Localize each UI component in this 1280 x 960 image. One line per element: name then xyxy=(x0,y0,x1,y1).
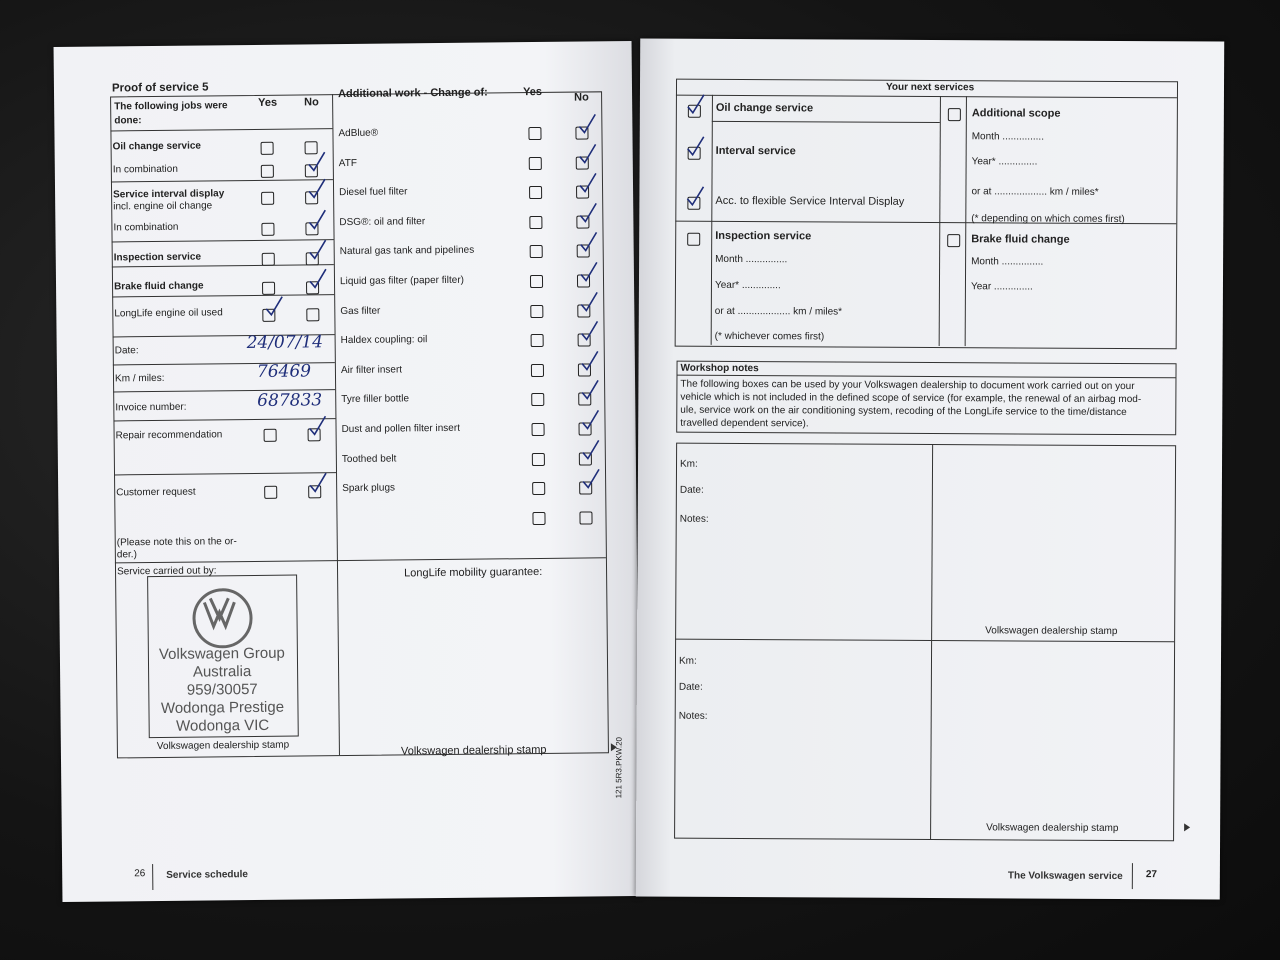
oil-change-tick-icon xyxy=(686,93,706,117)
date-label-2: Date: xyxy=(678,681,703,693)
brake-month: Month ............... xyxy=(971,256,1044,268)
scope-or-at: or at ................... km / miles* xyxy=(971,186,1099,198)
insp-whichever: (* whichever comes first) xyxy=(714,330,825,343)
footer-right: The Volkswagen service xyxy=(1007,870,1123,883)
interval-label: Interval service xyxy=(715,144,796,158)
side-code: 121 5R3.PKW.20 xyxy=(614,736,624,799)
km-label-1: Km: xyxy=(679,458,698,470)
scope-year: Year* .............. xyxy=(971,156,1038,168)
job-no-tick-icon xyxy=(308,238,328,262)
job-yes-checkbox[interactable] xyxy=(261,142,274,155)
date-value: 24/07/14 xyxy=(246,332,324,354)
workshop-text-3: ule, service work on the air conditioning system, recoding of the LongLife service to the time/distance xyxy=(680,404,1127,419)
longlife-guarantee: LongLife mobility guarantee: xyxy=(404,565,543,580)
additional-yes-checkbox[interactable] xyxy=(530,275,543,288)
additional-row-label: Liquid gas filter (paper filter) xyxy=(339,274,465,288)
job-row-label: LongLife engine oil used xyxy=(114,307,223,320)
note-line-2: der.) xyxy=(116,549,137,561)
carried-out-label: Service carried out by: xyxy=(116,565,217,578)
date-label-1: Date: xyxy=(679,484,704,496)
inspection-label: Inspection service xyxy=(715,229,812,243)
job-yes-checkbox[interactable] xyxy=(261,165,274,178)
interval-tick-icon xyxy=(686,135,706,159)
vw-logo-icon xyxy=(192,588,253,649)
km-label: Km / miles: xyxy=(114,372,165,385)
additional-row-label: Toothed belt xyxy=(341,453,397,465)
additional-row-label: DSG®: oil and filter xyxy=(339,215,426,228)
stamp-line-3: 959/30057 xyxy=(186,680,258,699)
dealer-stamp-2: Volkswagen dealership stamp xyxy=(986,822,1119,834)
additional-yes-checkbox[interactable] xyxy=(531,393,544,406)
right-page xyxy=(614,38,1224,899)
additional-yes-checkbox[interactable] xyxy=(532,453,545,466)
additional-row-label: Diesel fuel filter xyxy=(339,186,408,199)
yes-header: Yes xyxy=(258,96,278,109)
repair-label: Repair recommendation xyxy=(115,429,223,442)
scope-month: Month ............... xyxy=(971,131,1045,143)
additional-yes-checkbox[interactable] xyxy=(530,245,543,258)
job-yes-checkbox[interactable] xyxy=(262,282,275,295)
invoice-label: Invoice number: xyxy=(115,401,187,414)
insp-month: Month ............... xyxy=(715,253,788,266)
job-no-tick-icon xyxy=(307,208,327,232)
job-row-label: Service interval display xyxy=(113,188,225,201)
additional-row-label: Dust and pollen filter insert xyxy=(341,422,461,436)
km-value: 76469 xyxy=(256,361,312,382)
job-row-label: Inspection service xyxy=(113,251,202,264)
additional-no-tick-icon xyxy=(578,142,598,166)
jobs-header-1: The following jobs were xyxy=(114,100,228,113)
additional-header: Additional work - Change of: xyxy=(337,86,488,101)
additional-no-tick-icon xyxy=(578,201,598,225)
jobs-header-2: done: xyxy=(114,115,142,127)
flexible-tick-icon xyxy=(685,185,705,209)
additional-scope-label: Additional scope xyxy=(971,107,1061,120)
job-no-tick-icon xyxy=(307,177,327,201)
workshop-text-1: The following boxes can be used by your Volkswagen dealership to document work carried out on your xyxy=(680,378,1135,393)
job-no-tick-icon xyxy=(308,267,328,291)
next-arrow-icon-2 xyxy=(1184,823,1190,831)
stamp-line-2: Australia xyxy=(192,663,252,681)
additional-no-tick-icon xyxy=(580,379,600,403)
additional-yes-checkbox[interactable] xyxy=(529,216,542,229)
additional-yes-checkbox[interactable] xyxy=(531,364,544,377)
customer-yes-checkbox[interactable] xyxy=(264,486,277,499)
stamp-line-5: Wodonga VIC xyxy=(176,716,270,735)
notes-label-1: Notes: xyxy=(679,513,709,525)
workshop-header: Workshop notes xyxy=(680,362,759,375)
additional-yes-checkbox[interactable] xyxy=(532,512,545,525)
brake-checkbox[interactable] xyxy=(947,234,960,247)
note-line-1: (Please note this on the or- xyxy=(116,536,237,549)
additional-no-tick-icon xyxy=(579,290,599,314)
additional-no-tick-icon xyxy=(581,468,601,492)
job-row-sub: incl. engine oil change xyxy=(113,200,213,213)
additional-no-tick-icon xyxy=(579,320,599,344)
additional-no-tick-icon xyxy=(580,408,600,432)
job-no-checkbox[interactable] xyxy=(306,308,319,321)
no-header: No xyxy=(304,96,319,109)
additional-no-tick-icon xyxy=(578,231,598,255)
job-row-label: In combination xyxy=(113,221,179,234)
additional-row-label: AdBlue® xyxy=(338,127,379,140)
additional-row-label: Air filter insert xyxy=(340,364,403,376)
stamp-line-4: Wodonga Prestige xyxy=(160,698,285,717)
page-number-right: 27 xyxy=(1145,869,1158,881)
km-label-2: Km: xyxy=(678,655,697,667)
left-page xyxy=(54,41,641,902)
scope-depending: (* depending on which comes first) xyxy=(971,213,1125,226)
additional-no-tick-icon xyxy=(577,112,597,136)
stamp-caption-2: Volkswagen dealership stamp xyxy=(400,743,547,758)
notes-label-2: Notes: xyxy=(678,710,708,722)
job-yes-checkbox[interactable] xyxy=(261,192,274,205)
footer-left: Service schedule xyxy=(166,869,248,881)
additional-no-tick-icon xyxy=(580,349,600,373)
job-yes-tick-icon xyxy=(264,295,284,319)
additional-row-label: Natural gas tank and pipelines xyxy=(339,245,475,258)
insp-year: Year* .............. xyxy=(714,279,781,292)
workshop-text-2: vehicle which is not included in the defined scope of service (for example, the renewal of an airbag mod- xyxy=(680,391,1142,406)
stamp-caption: Volkswagen dealership stamp xyxy=(156,739,290,753)
additional-yes-checkbox[interactable] xyxy=(531,334,544,347)
additional-yes-checkbox[interactable] xyxy=(530,305,543,318)
workshop-text-4: travelled dependent service). xyxy=(680,417,809,430)
additional-yes-checkbox[interactable] xyxy=(532,482,545,495)
additional-row-label: Haldex coupling: oil xyxy=(340,334,428,347)
notes-grid xyxy=(674,443,1176,842)
brake-label: Brake fluid change xyxy=(971,233,1070,246)
additional-row-label: Tyre filler bottle xyxy=(341,393,410,406)
brake-year: Year .............. xyxy=(970,281,1033,293)
proof-title: Proof of service 5 xyxy=(111,81,209,95)
additional-row-label: ATF xyxy=(338,157,357,169)
job-row-label: In combination xyxy=(112,163,178,176)
job-row-label: Oil change service xyxy=(112,140,202,153)
job-no-tick-icon xyxy=(307,150,327,174)
dealer-stamp-1: Volkswagen dealership stamp xyxy=(985,625,1118,637)
job-row-label: Brake fluid change xyxy=(113,280,204,293)
additional-no-tick-icon xyxy=(578,172,598,196)
no-header-2: No xyxy=(574,91,589,104)
customer-no-tick-icon xyxy=(308,471,328,495)
insp-or-at: or at ................... km / miles* xyxy=(714,305,843,318)
next-header: Your next services xyxy=(885,81,975,94)
repair-no-tick-icon xyxy=(307,414,327,438)
customer-label: Customer request xyxy=(116,486,196,499)
additional-no-tick-icon xyxy=(581,438,601,462)
oil-change-label: Oil change service xyxy=(715,101,814,115)
yes-header-2: Yes xyxy=(522,85,543,99)
additional-row-label: Spark plugs xyxy=(342,482,396,495)
additional-yes-checkbox[interactable] xyxy=(529,186,542,199)
additional-yes-checkbox[interactable] xyxy=(529,157,542,170)
additional-no-tick-icon xyxy=(579,260,599,284)
invoice-value: 687833 xyxy=(257,390,323,411)
stamp-line-1: Volkswagen Group xyxy=(158,644,285,663)
date-label: Date: xyxy=(114,345,139,357)
page-number-left: 26 xyxy=(134,868,146,880)
flexible-label: Acc. to flexible Service Interval Display xyxy=(715,194,905,208)
job-yes-checkbox[interactable] xyxy=(261,223,274,236)
additional-scope-checkbox[interactable] xyxy=(948,108,961,121)
additional-yes-checkbox[interactable] xyxy=(528,127,541,140)
additional-row-label: Gas filter xyxy=(340,305,381,317)
additional-no-checkbox[interactable] xyxy=(579,511,592,524)
additional-yes-checkbox[interactable] xyxy=(532,423,545,436)
repair-yes-checkbox[interactable] xyxy=(264,429,277,442)
inspection-checkbox[interactable] xyxy=(687,233,700,246)
